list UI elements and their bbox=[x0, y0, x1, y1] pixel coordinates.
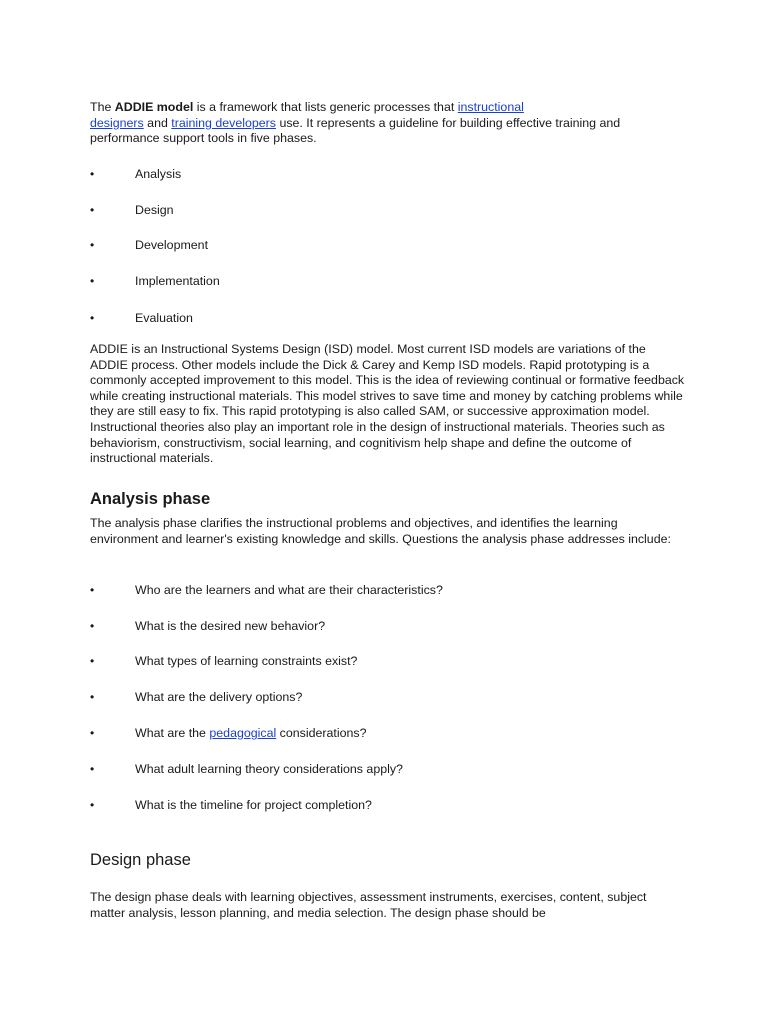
isd-paragraph bbox=[90, 342, 686, 467]
bullet-icon: • bbox=[90, 311, 95, 325]
bullet-icon: • bbox=[90, 203, 95, 217]
bullet-icon: • bbox=[90, 167, 95, 181]
phase-evaluation: Evaluation bbox=[135, 311, 193, 325]
intro-text-2: is a framework that lists generic processes that bbox=[193, 100, 458, 114]
question-delivery: What are the delivery options? bbox=[135, 690, 303, 704]
bullet-icon: • bbox=[90, 583, 95, 597]
theories-text: Instructional theories also play an important role in the design of instructional materials. Theories such as behaviorism, constructivism, social learning, and cognitivism help shape and define the outcome of instructional materials. bbox=[90, 419, 665, 466]
training-developers-link[interactable]: training developers bbox=[171, 115, 276, 130]
pedagogical-link[interactable]: pedagogical bbox=[209, 726, 277, 740]
isd-text: ADDIE is an Instructional Systems Design (ISD) model. Most current ISD models are variations of the ADDIE process. Other models include the Dick & Carey and Kemp ISD models. Rapid prototyping is a commonly accepted improvement to this model. This is the idea of reviewing continual or formative feedback while creating instructional materials. This model strives to save time and money by catching problems while they are still easy to fix. This rapid prototyping is also called SAM, or successive approximation model. bbox=[90, 342, 685, 419]
phase-implementation: Implementation bbox=[135, 274, 220, 288]
question-pedagogical bbox=[135, 725, 366, 741]
question-adult-learning: What adult learning theory considerations apply? bbox=[135, 762, 403, 776]
intro-text-1: The bbox=[90, 100, 115, 114]
bullet-icon: • bbox=[90, 762, 95, 776]
phase-development: Development bbox=[135, 238, 209, 252]
question-behavior: What is the desired new behavior? bbox=[135, 619, 326, 633]
phase-analysis: Analysis bbox=[135, 167, 182, 181]
bullet-icon: • bbox=[90, 238, 95, 252]
design-intro: The design phase deals with learning objectives, assessment instruments, exercises, content, subject matter analysis, lesson planning, and media selection. The design phase should be bbox=[90, 890, 647, 920]
question-learners: Who are the learners and what are their characteristics? bbox=[135, 583, 443, 597]
intro-text-3: and bbox=[143, 115, 172, 130]
intro-paragraph bbox=[90, 100, 680, 147]
phase-design: Design bbox=[135, 203, 174, 217]
bullet-icon: • bbox=[90, 690, 95, 704]
bullet-icon: • bbox=[90, 798, 95, 812]
pedagogical-before-text: What are the bbox=[135, 726, 210, 740]
question-timeline: What is the timeline for project completion? bbox=[135, 798, 372, 812]
analysis-heading: Analysis phase bbox=[90, 490, 211, 508]
question-constraints: What types of learning constraints exist? bbox=[135, 654, 358, 668]
design-heading: Design phase bbox=[90, 851, 191, 869]
instructional-designers-link-part1[interactable]: instructional bbox=[457, 100, 524, 114]
instructional-designers-link-part2[interactable]: designers bbox=[90, 115, 144, 130]
bullet-icon: • bbox=[90, 274, 95, 288]
addie-model-term: ADDIE model bbox=[114, 100, 194, 114]
analysis-intro: The analysis phase clarifies the instructional problems and objectives, and identifies the learning environment and learner's existing knowledge and skills. Questions the analysis phase addresses include: bbox=[90, 516, 671, 546]
bullet-icon: • bbox=[90, 619, 95, 633]
bullet-icon: • bbox=[90, 726, 95, 740]
intro-text-4: use. It represents a guideline for building effective training and performance support tools in five phases. bbox=[90, 115, 621, 146]
pedagogical-after-text: considerations? bbox=[276, 726, 367, 740]
bullet-icon: • bbox=[90, 654, 95, 668]
